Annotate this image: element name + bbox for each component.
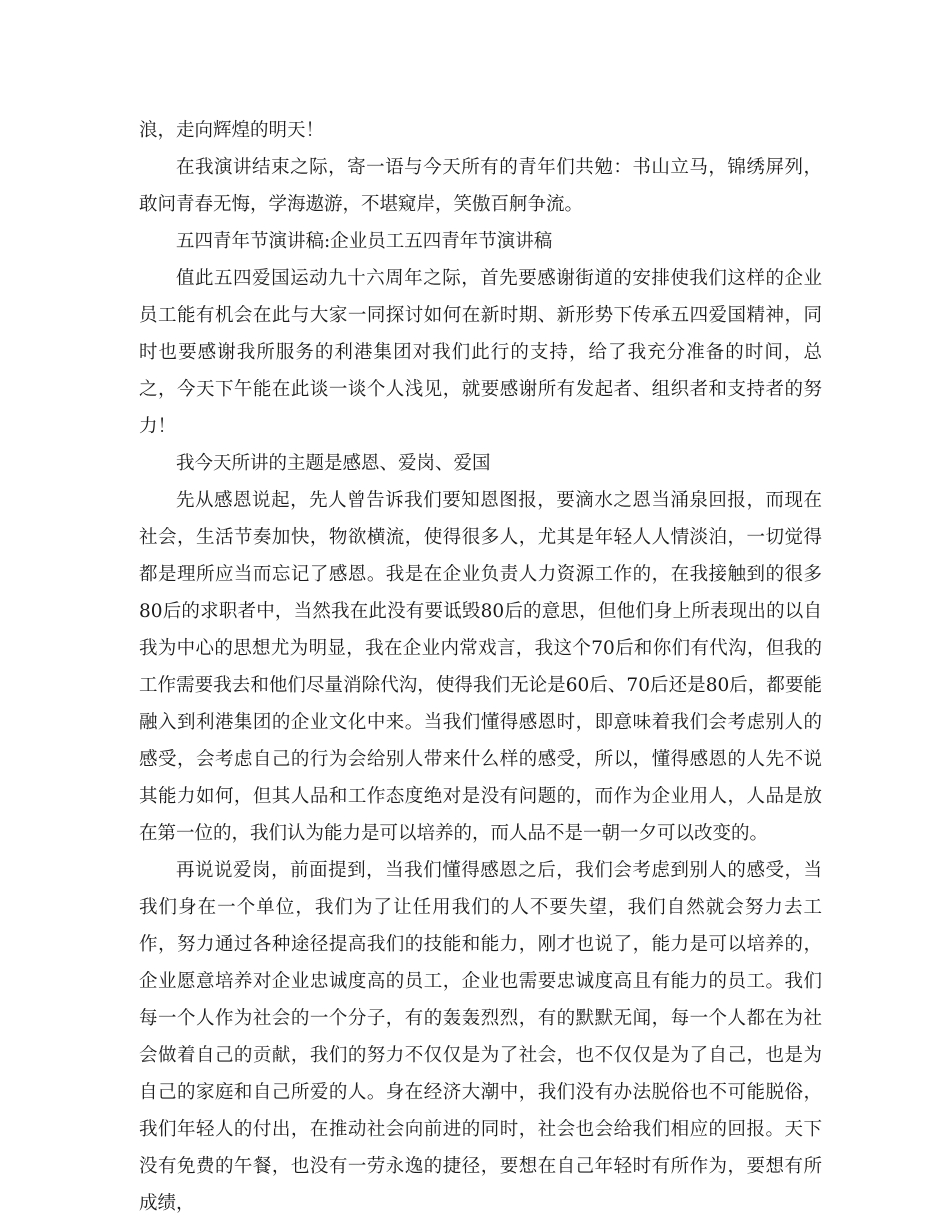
paragraph-job-love: 再说说爱岗，前面提到，当我们懂得感恩之后，我们会考虑到别人的感受，当我们身在一个单位，我们为了让任用我们的人不要失望，我们自然就会努力去工作，努力通过各种途径提高我们的技能和能力，刚才也说了，能力是可以培养的，企业愿意培养对企业忠诚度高的员工，企业也需要忠诚度高且有能力的员工。我们每一个人作为社会的一个分子，有的轰轰烈烈，有的默默无闻，每一个人都在为社会做着自己的贡献，我们的努力不仅仅是为了社会，也不仅仅是为了自己，也是为自己的家庭和自己所爱的人。身在经济大潮中，我们没有办法脱俗也不可能脱俗，我们年轻人的付出，在推动社会向前进的同时，社会也会给我们相应的回报。天下没有免费的午餐，也没有一劳永逸的捷径，要想在自己年轻时有所作为，要想有所成绩， <box>139 860 822 1214</box>
section-title: 五四青年节演讲稿:企业员工五四青年节演讲稿 <box>176 231 553 252</box>
document-body <box>139 112 822 1222</box>
paragraph-farewell-motto: 在我演讲结束之际，寄一语与今天所有的青年们共勉：书山立马，锦绣屏列，敢问青春无悔，学海遨游，不堪窥岸，笑傲百舸争流。 <box>139 157 822 215</box>
paragraph-gratitude: 先从感恩说起，先人曾告诉我们要知恩图报，要滴水之恩当涌泉回报，而现在社会，生活节奏加快，物欲横流，使得很多人，尤其是年轻人人情淡泊，一切觉得都是理所应当而忘记了感恩。我是在企业负责人力资源工作的，在我接触到的很多80后的求职者中，当然我在此没有要诋毁80后的意思，但他们身上所表现出的以自我为中心的思想尤为明显，我在企业内常戏言，我这个70后和你们有代沟，但我的工作需要我去和他们尽量消除代沟，使得我们无论是60后、70后还是80后，都要能融入到利港集团的企业文化中来。当我们懂得感恩时，即意味着我们会考虑别人的感受，会考虑自己的行为会给别人带来什么样的感受，所以，懂得感恩的人先不说其能力如何，但其人品和工作态度绝对是没有问题的，而作为企业用人，人品是放在第一位的，我们认为能力是可以培养的，而人品不是一朝一夕可以改变的。 <box>139 490 822 844</box>
paragraph-theme: 我今天所讲的主题是感恩、爱岗、爱国 <box>176 453 491 474</box>
paragraph-closing-fragment: 浪，走向辉煌的明天！ <box>139 120 325 141</box>
paragraph-opening: 值此五四爱国运动九十六周年之际，首先要感谢街道的安排使我们这样的企业员工能有机会在此与大家一同探讨如何在新时期、新形势下传承五四爱国精神，同时也要感谢我所服务的利港集团对我们此行的支持，给了我充分准备的时间，总之，今天下午能在此谈一谈个人浅见，就要感谢所有发起者、组织者和支持者的努力！ <box>139 268 822 437</box>
